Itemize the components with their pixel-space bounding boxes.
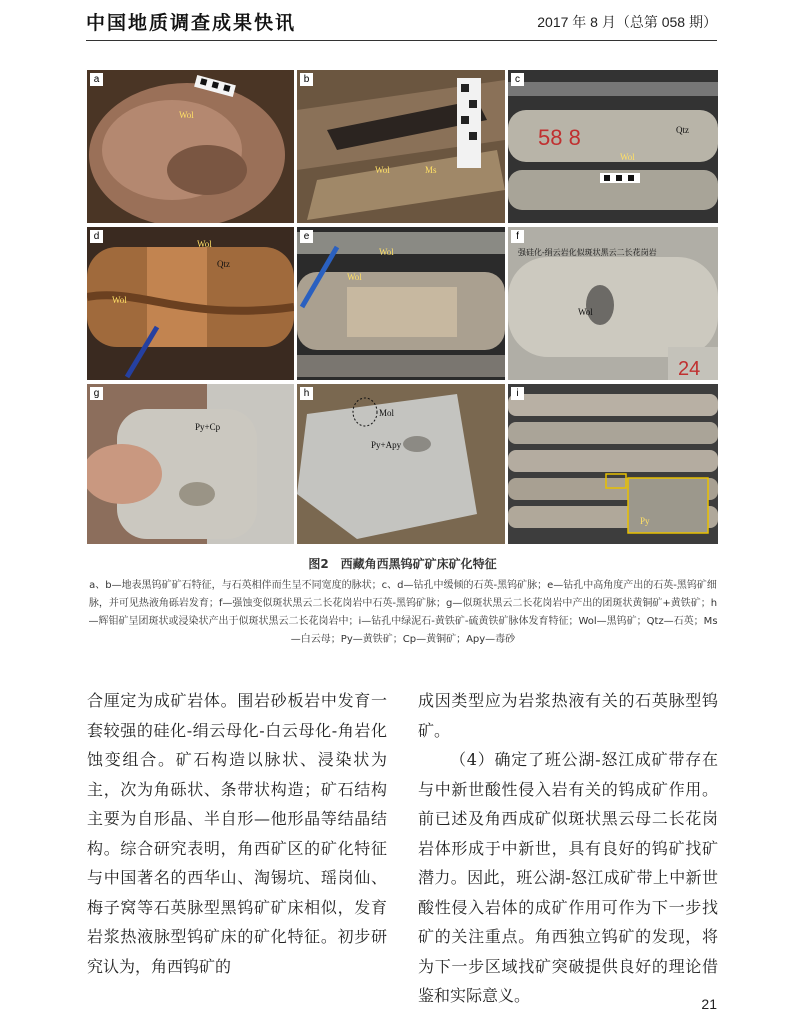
mineral-label: Wol <box>197 239 212 249</box>
mineral-label: Mol <box>379 408 395 418</box>
panel-letter: d <box>90 230 103 243</box>
panel-letter: f <box>511 230 524 243</box>
mineral-label: Wol <box>112 295 127 305</box>
figure-legend-note: a、b—地表黑钨矿矿石特征，与石英相伴而生呈不同宽度的脉状；c、d—钻孔中缓倾的石英-黑钨矿脉；e—钻孔中高角度产出的石英-黑钨矿细脉，并可见热液角砾岩发育；f—强蚀变似斑状黑云二长花岗岩中石英-黑钨矿脉；g—似斑状黑云二长花岗岩中产出的团斑状黄铜矿+黄铁矿；h—辉钼矿呈团斑状或浸染状产出于似斑状黑云二长花岗岩中；i—钻孔中绿泥石-黄铁矿-硫黄铁矿脉体发育特征；Wol—黑钨矿；Qtz—石英；Ms—白云母；Py—黄铁矿；Cp—黄铜矿；Apy—毒砂 <box>88 580 718 645</box>
mineral-label: Wol <box>620 152 635 162</box>
photo-panel-i <box>508 384 718 544</box>
photo-g-image <box>87 384 294 544</box>
mineral-label: Ms <box>425 165 437 175</box>
panel-letter: h <box>300 387 313 400</box>
svg-text:24: 24 <box>678 358 701 380</box>
mineral-label: Py <box>640 516 650 526</box>
issue-date: 2017 年 8 月（总第 058 期） <box>537 14 717 30</box>
photo-i-image <box>508 384 718 544</box>
body-column-right <box>418 686 718 1011</box>
body-paragraph: （4）确定了班公湖-怒江成矿带存在与中新世酸性侵入岩有关的钨成矿作用。前已述及角西成矿似斑状黑云母二长花岗岩体形成于中新世，具有良好的钨矿找矿潜力。因此，班公湖-怒江成矿带上中新世酸性侵入岩体的成矿作用可作为下一步找矿的关注重点。角西独立钨矿的发现，将为下一步区域找矿突破提供良好的理论借鉴和实际意义。 <box>418 750 718 1005</box>
photo-panel-a <box>87 70 294 223</box>
body-paragraph: 成因类型应为岩浆热液有关的石英脉型钨矿。 <box>418 691 718 740</box>
body-paragraph: 合厘定为成矿岩体。围岩砂板岩中发育一套较强的硅化-绢云母化-白云母化-角岩化蚀变组合。矿石构造以脉状、浸染状为主，次为角砾状、条带状构造；矿石结构主要为自形晶、半自形—他形晶等结晶结构。综合研究表明，角西矿区的矿化特征与中国著名的西华山、淘锡坑、瑶岗仙、梅子窝等石英脉型黑钨矿矿床相似，发育岩浆热液脉型钨矿床的矿化特征。初步研究认为，角西钨矿的 <box>87 691 387 976</box>
photo-panel-h <box>297 384 505 544</box>
photo-panel-f <box>508 227 718 380</box>
panel-letter: c <box>511 73 524 86</box>
mineral-label: Wol <box>379 247 394 257</box>
panel-letter: g <box>90 387 103 400</box>
panel-letter: e <box>300 230 313 243</box>
photo-panel-g <box>87 384 294 544</box>
mineral-label: Py+Cp <box>195 422 221 432</box>
mineral-label: Wol <box>375 165 390 175</box>
svg-text:58 8: 58 8 <box>538 125 581 150</box>
mineral-label: Qtz <box>676 125 689 135</box>
photo-panel-e <box>297 227 505 380</box>
panel-letter: i <box>511 387 524 400</box>
photo-c-image <box>508 70 718 223</box>
photo-a-image <box>87 70 294 223</box>
photo-b-image <box>297 70 505 223</box>
mineral-label: Wol <box>347 272 362 282</box>
figure-photo-grid <box>87 70 718 544</box>
mineral-label: Qtz <box>217 259 230 269</box>
photo-panel-d <box>87 227 294 380</box>
photo-panel-c <box>508 70 718 223</box>
figure-caption: 图2 西藏角西黑钨矿矿床矿化特征 <box>308 557 497 571</box>
mineral-label: Py+Apy <box>371 440 402 450</box>
page-number: 21 <box>701 996 717 1012</box>
photo-e-image <box>297 227 505 380</box>
photo-h-image <box>297 384 505 544</box>
body-column-left <box>87 686 387 981</box>
journal-title: 中国地质调查成果快讯 <box>86 12 297 34</box>
photo-panel-b <box>297 70 505 223</box>
header-divider <box>86 40 717 41</box>
mineral-label: Wol <box>179 110 194 120</box>
mineral-label: Wol <box>578 307 593 317</box>
panel-letter: a <box>90 73 103 86</box>
rock-type-label: 强硅化-绢云岩化似斑状黑云二长花岗岩 <box>518 248 657 257</box>
panel-letter: b <box>300 73 313 86</box>
